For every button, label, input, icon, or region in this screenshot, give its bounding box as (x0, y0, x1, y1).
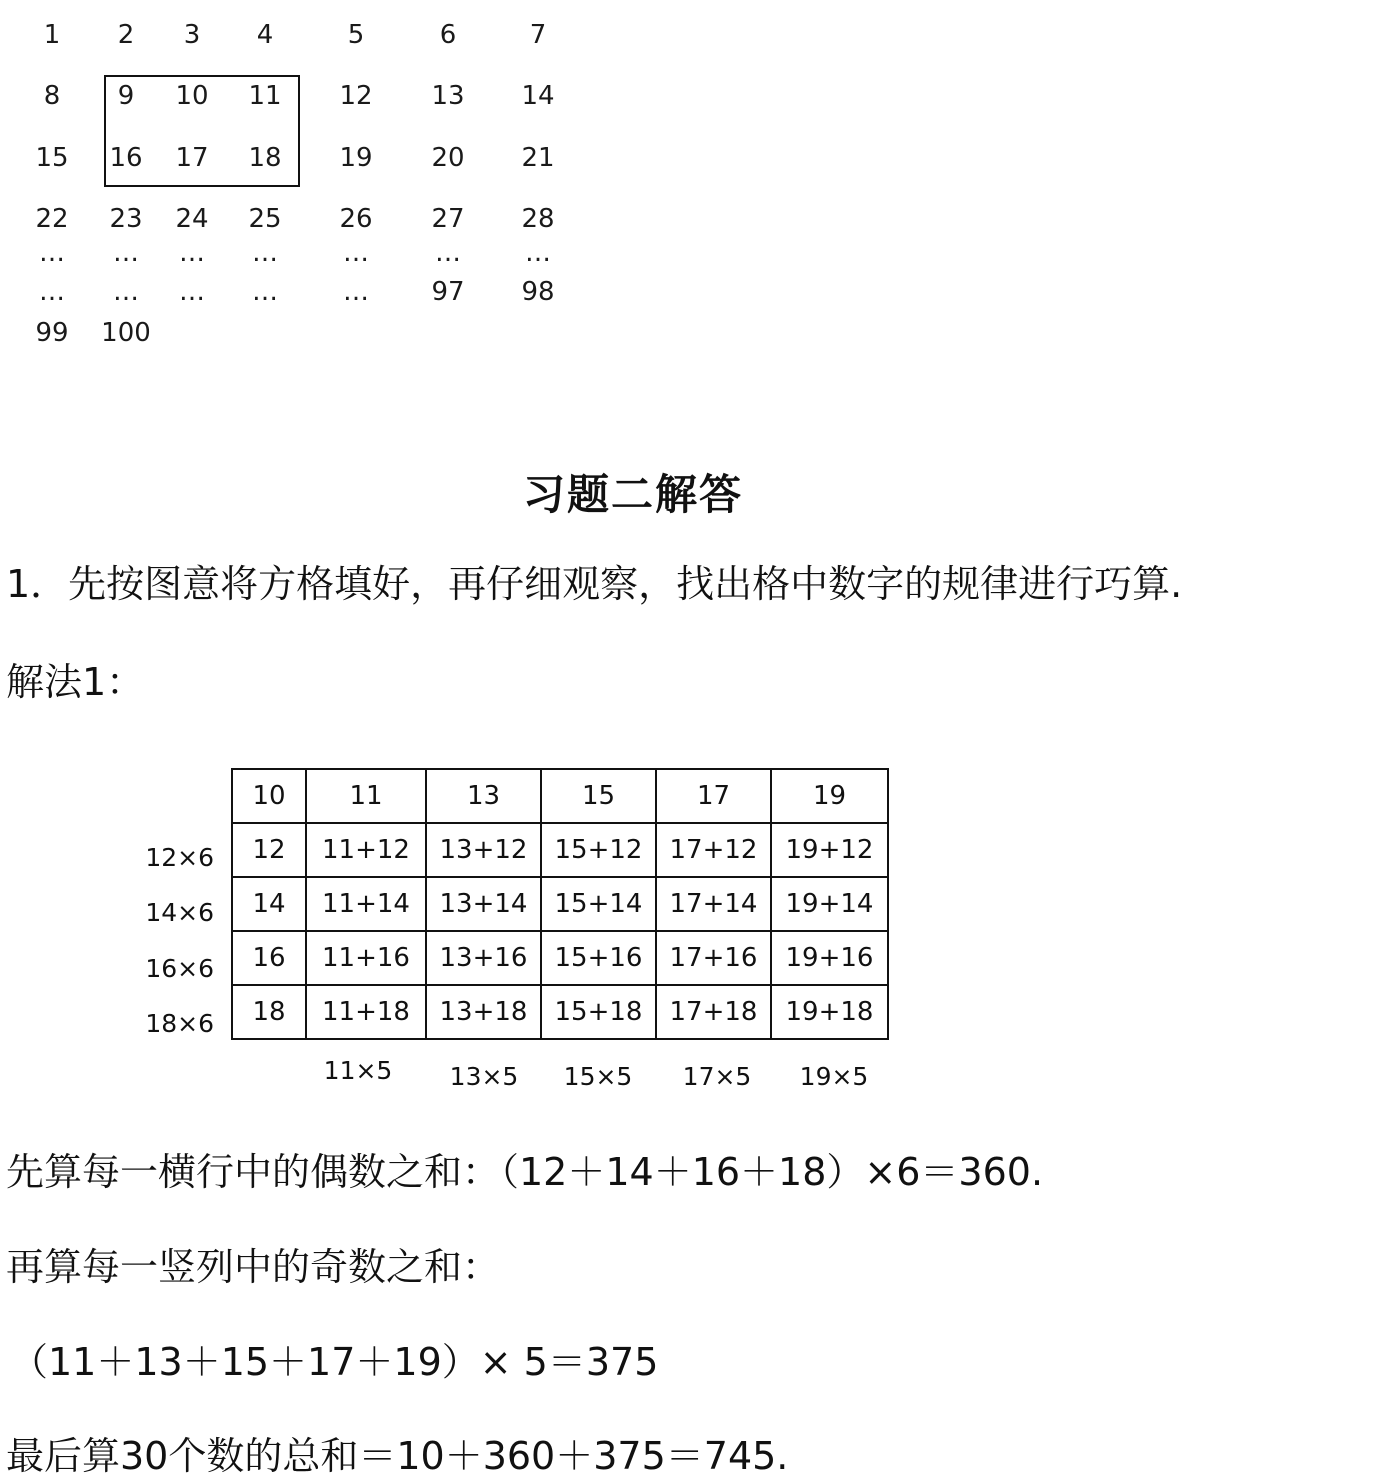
table-header-row (232, 769, 888, 823)
header-cell: 17 (656, 769, 771, 823)
calendar-number: 7 (529, 20, 547, 50)
table-cell: 11+14 (306, 877, 426, 931)
calendar-number: 26 (339, 204, 373, 234)
row-label: 14×6 (145, 898, 214, 927)
step-total: 最后算30个数的总和＝10＋360＋375＝745. (6, 1434, 789, 1478)
calendar-number: 98 (521, 277, 555, 307)
calendar-number: 10 (175, 81, 209, 111)
calendar-number: … (39, 277, 65, 307)
calendar-number: 14 (521, 81, 555, 111)
row-label: 18×6 (145, 1009, 214, 1038)
table-cell: 11+18 (306, 985, 426, 1039)
table-row (232, 985, 888, 1039)
table-cell: 15+18 (541, 985, 656, 1039)
table-cell: 14 (232, 877, 306, 931)
calendar-number: 97 (431, 277, 465, 307)
table-cell: 13+12 (426, 823, 541, 877)
header-cell: 10 (232, 769, 306, 823)
calendar-number: … (252, 238, 278, 268)
calendar-number: 8 (43, 81, 61, 111)
column-label: 13×5 (449, 1062, 519, 1091)
table-cell: 17+16 (656, 931, 771, 985)
method-label: 解法1： (6, 660, 145, 704)
table-cell: 19+18 (771, 985, 888, 1039)
table-cell: 19+14 (771, 877, 888, 931)
calendar-number: … (113, 238, 139, 268)
column-label: 19×5 (799, 1062, 869, 1091)
calendar-number: … (179, 277, 205, 307)
calendar-number: … (39, 238, 65, 268)
table-cell: 15+12 (541, 823, 656, 877)
table-cell: 13+18 (426, 985, 541, 1039)
table-row (232, 823, 888, 877)
step-even-sum: 先算每一横行中的偶数之和：（12＋14＋16＋18）×6＝360. (6, 1150, 1044, 1194)
calendar-number: 15 (35, 143, 69, 173)
calendar-number: 27 (431, 204, 465, 234)
calendar-number: … (113, 277, 139, 307)
table-cell: 17+18 (656, 985, 771, 1039)
calendar-number: 21 (521, 143, 555, 173)
step-odd-sum: 再算每一竖列中的奇数之和： (6, 1245, 501, 1289)
table-cell: 19+12 (771, 823, 888, 877)
calendar-number: … (179, 238, 205, 268)
column-label: 11×5 (323, 1056, 393, 1085)
calendar-number: 4 (256, 20, 274, 50)
calendar-number: 19 (339, 143, 373, 173)
table-cell: 12 (232, 823, 306, 877)
table-cell: 16 (232, 931, 306, 985)
calendar-number: 23 (109, 204, 143, 234)
calendar-number: … (435, 238, 461, 268)
calendar-number: 22 (35, 204, 69, 234)
table-cell: 15+14 (541, 877, 656, 931)
page-title: 习题二解答 (522, 470, 743, 519)
calendar-number: … (525, 238, 551, 268)
column-label: 17×5 (682, 1062, 752, 1091)
calendar-number: 28 (521, 204, 555, 234)
calendar-number: … (343, 277, 369, 307)
calendar-number: 24 (175, 204, 209, 234)
calendar-number: 17 (175, 143, 209, 173)
table-cell: 13+14 (426, 877, 541, 931)
header-cell: 19 (771, 769, 888, 823)
calendar-number: 20 (431, 143, 465, 173)
table-cell: 11+16 (306, 931, 426, 985)
table-row (232, 931, 888, 985)
calendar-number: 2 (117, 20, 135, 50)
calendar-number: 11 (248, 81, 282, 111)
table-cell: 19+16 (771, 931, 888, 985)
row-label: 16×6 (145, 954, 214, 983)
calendar-number: 3 (183, 20, 201, 50)
calendar-number: 6 (439, 20, 457, 50)
calendar-number: 9 (117, 81, 135, 111)
calendar-number: 100 (101, 318, 151, 348)
table-cell: 18 (232, 985, 306, 1039)
odd-sum-formula: （11＋13＋15＋17＋19）× 5＝375 (10, 1340, 659, 1384)
number-grid (231, 768, 889, 1040)
column-label: 15×5 (563, 1062, 633, 1091)
header-cell: 11 (306, 769, 426, 823)
calendar-number: 12 (339, 81, 373, 111)
calendar-number: 1 (43, 20, 61, 50)
calendar-number: 18 (248, 143, 282, 173)
table-cell: 15+16 (541, 931, 656, 985)
table-cell: 17+14 (656, 877, 771, 931)
table-cell: 11+12 (306, 823, 426, 877)
calendar-number: 25 (248, 204, 282, 234)
header-cell: 15 (541, 769, 656, 823)
calendar-number: 16 (109, 143, 143, 173)
calendar-number: … (343, 238, 369, 268)
problem-statement: 1．先按图意将方格填好，再仔细观察，找出格中数字的规律进行巧算. (6, 562, 1183, 606)
table-cell: 17+12 (656, 823, 771, 877)
calendar-number: 99 (35, 318, 69, 348)
row-label: 12×6 (145, 843, 214, 872)
table-cell: 13+16 (426, 931, 541, 985)
calendar-number: 13 (431, 81, 465, 111)
calendar-number: 5 (347, 20, 365, 50)
header-cell: 13 (426, 769, 541, 823)
calendar-number: … (252, 277, 278, 307)
table-row (232, 877, 888, 931)
